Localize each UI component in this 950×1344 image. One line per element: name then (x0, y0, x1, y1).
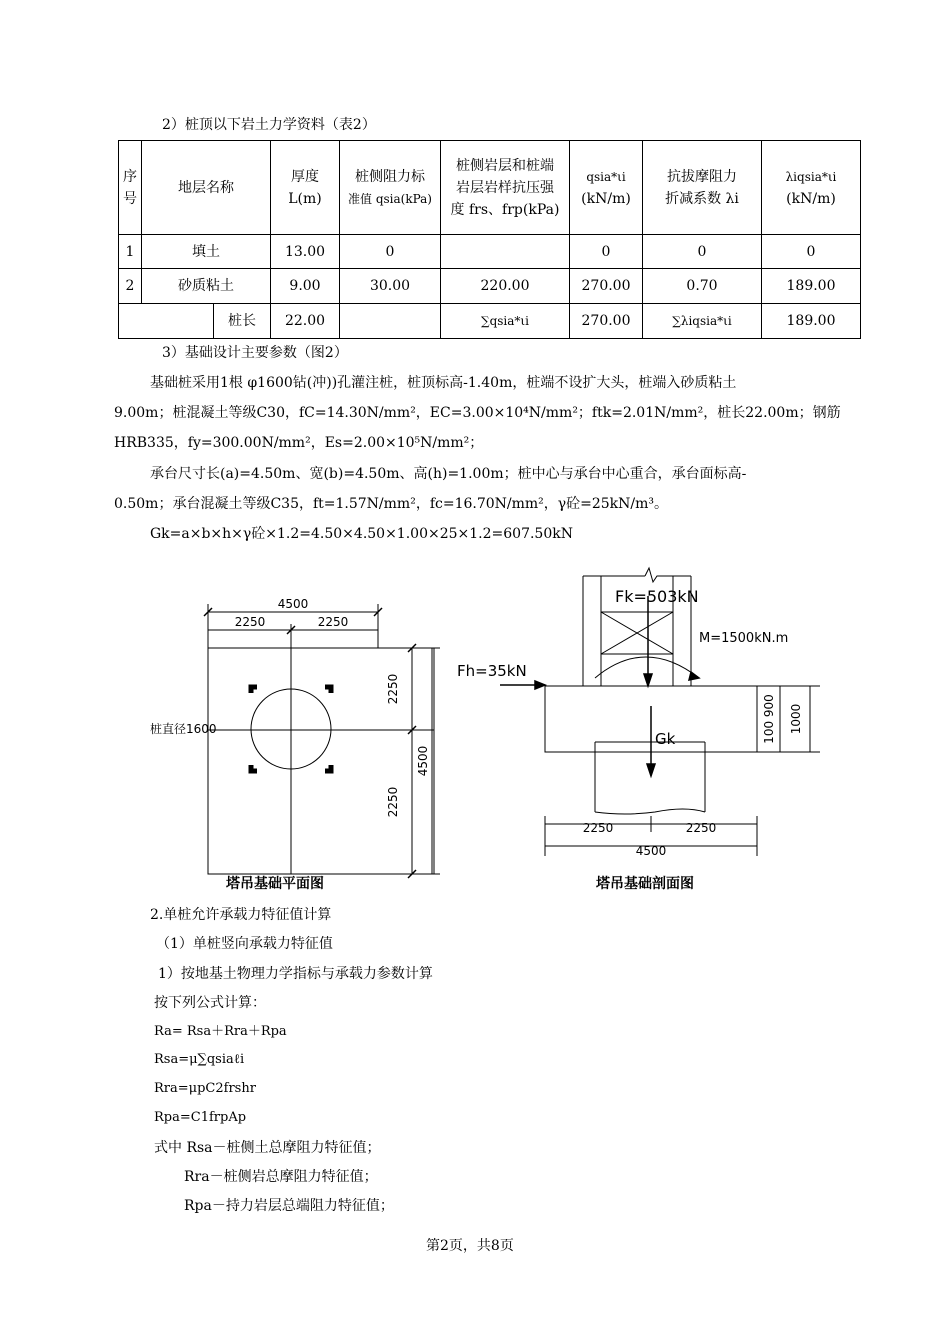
plan-dim-total: 4500 (277, 597, 309, 611)
plan-dim-left: 2250 (234, 615, 266, 629)
plan-vdim-bot: 2250 (386, 786, 400, 818)
section-caption: 塔吊基础剖面图 (596, 876, 694, 892)
header-lqsli: λiqsia*ιi (kN/m) (762, 141, 861, 235)
section3-p1-l2: 9.00m；桩混凝土等级C30，fC=14.30N/mm²，EC=3.00×10⁴N/mm²；ftk=2.01N/mm²，桩长22.00m；钢筋 (114, 405, 841, 421)
section3-p2-l2: 0.50m；承台混凝土等级C35，ft=1.57N/mm²，fc=16.70N/mm²，γ砼=25kN/m³。 (114, 496, 669, 512)
section2-sub2: 1）按地基土物理力学指标与承载力参数计算 (158, 966, 433, 982)
formula-ra: Ra= Rsa＋Rra＋Rpa (154, 1024, 287, 1039)
table-row: 2 砂质粘土 9.00 30.00 220.00 270.00 0.70 189.00 (119, 269, 861, 304)
dim-1000: 1000 (789, 703, 803, 735)
formula-intro: 按下列公式计算： (154, 995, 266, 1011)
section-view-figure (455, 566, 835, 866)
def-rpa: Rpa－持力岩层总端阻力特征值； (184, 1198, 394, 1214)
section3-title: 3）基础设计主要参数（图2） (162, 345, 348, 361)
soil-table (118, 140, 861, 339)
section-dim-left: 2250 (582, 821, 614, 835)
def-rra: Rra－桩侧岩总摩阻力特征值； (184, 1169, 378, 1185)
fk-label: Fk=503kN (615, 587, 699, 606)
formula-rra: Rra=μpC2frshr (154, 1081, 256, 1096)
section-dim-right: 2250 (685, 821, 717, 835)
gk-label: Gk (655, 730, 676, 748)
formula-rpa: Rpa=C1frpAp (154, 1110, 247, 1125)
plan-vdim-total: 4500 (416, 745, 430, 777)
header-frs: 桩侧岩层和桩端 岩层岩样抗压强 度 frs、frp(kPa) (441, 141, 570, 235)
pile-diameter-label: 桩直径1600 (150, 722, 217, 736)
table-title: 2）桩顶以下岩土力学资料（表2） (162, 117, 376, 133)
header-lambda: 抗拔摩阻力 折减系数 λi (643, 141, 762, 235)
header-no: 序 号 (119, 141, 142, 235)
page-footer: 第2页，共8页 (426, 1238, 514, 1254)
table-row: 1 填土 13.00 0 0 0 0 (119, 235, 861, 269)
def-rsa: 式中 Rsa－桩侧土总摩阻力特征值； (154, 1140, 381, 1156)
section3-p1-l1: 基础桩采用1根 φ1600钻(冲))孔灌注桩，桩顶标高-1.40m，桩端不设扩大头，桩端入砂质粘土 (150, 375, 737, 391)
section3-p2-l1: 承台尺寸长(a)=4.50m、宽(b)=4.50m、高(h)=1.00m；桩中心与承台中心重合，承台面标高- (150, 466, 747, 482)
gk-formula: Gk=a×b×h×γ砼×1.2=4.50×4.50×1.00×25×1.2=607.50kN (150, 526, 573, 542)
section2-title: 2.单桩允许承载力特征值计算 (150, 907, 332, 923)
header-qsli: qsia*ιi (kN/m) (570, 141, 643, 235)
table-total-row: 桩长 22.00 ∑qsia*ιi 270.00 ∑λiqsia*ιi 189.00 (119, 304, 861, 339)
section2-sub1: （1）单桩竖向承载力特征值 (156, 936, 333, 952)
section-dim-total: 4500 (635, 844, 667, 858)
dim-100-900: 100 900 (762, 694, 776, 744)
plan-view-figure (150, 590, 450, 900)
formula-rsa: Rsa=μ∑qsiaℓi (154, 1052, 245, 1067)
plan-dim-right: 2250 (317, 615, 349, 629)
section3-p1-l3: HRB335，fy=300.00N/mm²，Es=2.00×10⁵N/mm²； (114, 435, 484, 451)
plan-caption: 塔吊基础平面图 (226, 876, 324, 892)
plan-vdim-top: 2250 (386, 673, 400, 705)
header-layer: 地层名称 (142, 141, 271, 235)
fh-label: Fh=35kN (457, 662, 527, 680)
moment-label: M=1500kN.m (699, 631, 789, 646)
header-qsia: 桩侧阻力标 准值 qsia(kPa) (340, 141, 441, 235)
header-thickness: 厚度 L(m) (271, 141, 340, 235)
